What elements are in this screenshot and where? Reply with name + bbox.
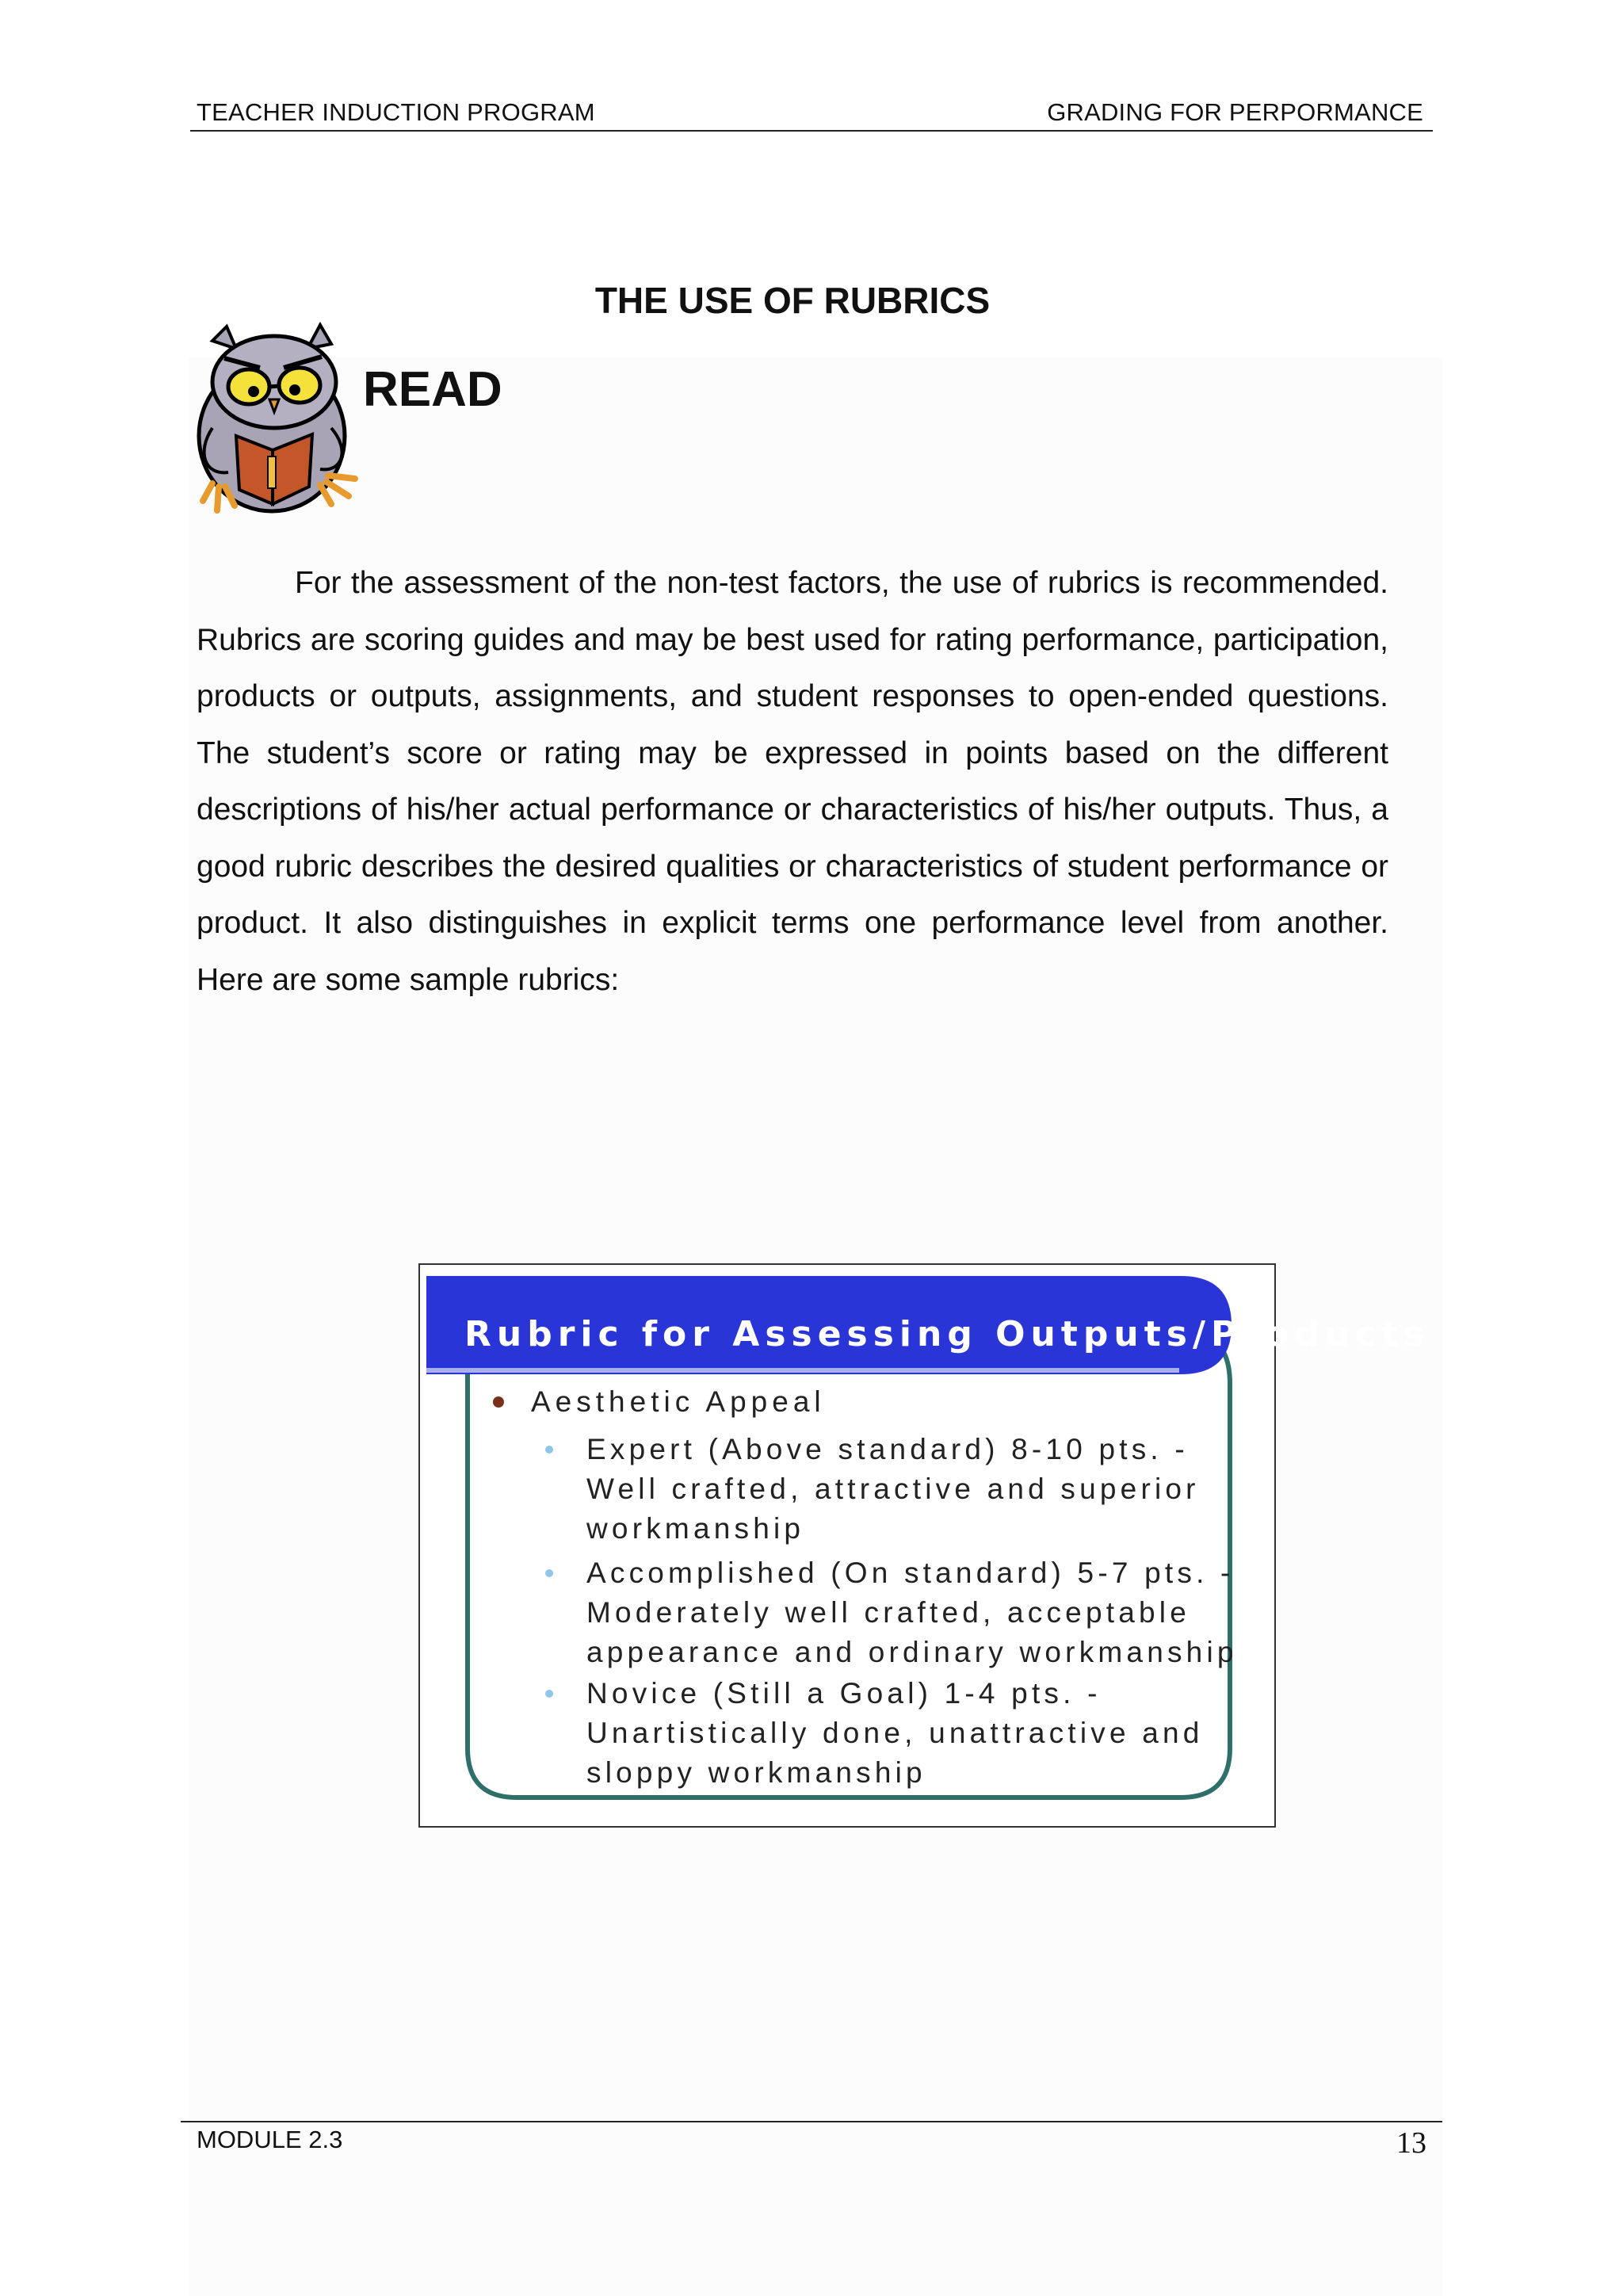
- bullet-dot: [493, 1396, 504, 1408]
- header-section-title: GRADING FOR PERPORMANCE: [1047, 98, 1423, 126]
- footer-module-label: MODULE 2.3: [197, 2126, 343, 2153]
- rubric-level-expert: Expert (Above standard) 8-10 pts. - Well crafted, attractive and superior workmanship: [586, 1433, 1200, 1545]
- rubric-criterion: Aesthetic Appeal: [531, 1385, 826, 1418]
- footer-rule: [181, 2121, 1442, 2122]
- sub-bullet-dot: [545, 1569, 553, 1577]
- rubric-level-accomplished: Accomplished (On standard) 5-7 pts. - Moderately well crafted, acceptable appearance and ordinary workmanship: [586, 1557, 1238, 1668]
- rubric-title: Rubric for Assessing Outputs/Products: [464, 1314, 1430, 1354]
- rubric-level-novice: Novice (Still a Goal) 1-4 pts. - Unartistically done, unattractive and sloppy workmanship: [586, 1677, 1204, 1789]
- sub-bullet-dot: [545, 1690, 553, 1698]
- owl-reading-book-icon: [181, 317, 371, 523]
- page-number: 13: [1396, 2126, 1426, 2160]
- header-program-title: TEACHER INDUCTION PROGRAM: [197, 98, 595, 126]
- header-rule: [190, 130, 1433, 132]
- read-label: READ: [363, 362, 502, 417]
- body-paragraph-text: For the assessment of the non-test factors, the use of rubrics is recommended. Rubrics are scoring guides and may be best used for rating performance, participation, products or outputs, assignments, and student responses to open-ended questions. The student’s score or rating may be expressed in points based on the different descriptions of his/her actual performance or characteristics of his/her outputs. Thus, a good rubric describes the desired qualities or characteristics of student performance or product. It also distinguishes in explicit terms one performance level from another. Here are some sample rubrics:: [197, 566, 1388, 997]
- sub-bullet-dot: [545, 1446, 553, 1454]
- page-title: THE USE OF RUBRICS: [594, 280, 991, 321]
- body-paragraph: [197, 555, 1388, 1008]
- rubric-figure: [418, 1263, 1430, 1828]
